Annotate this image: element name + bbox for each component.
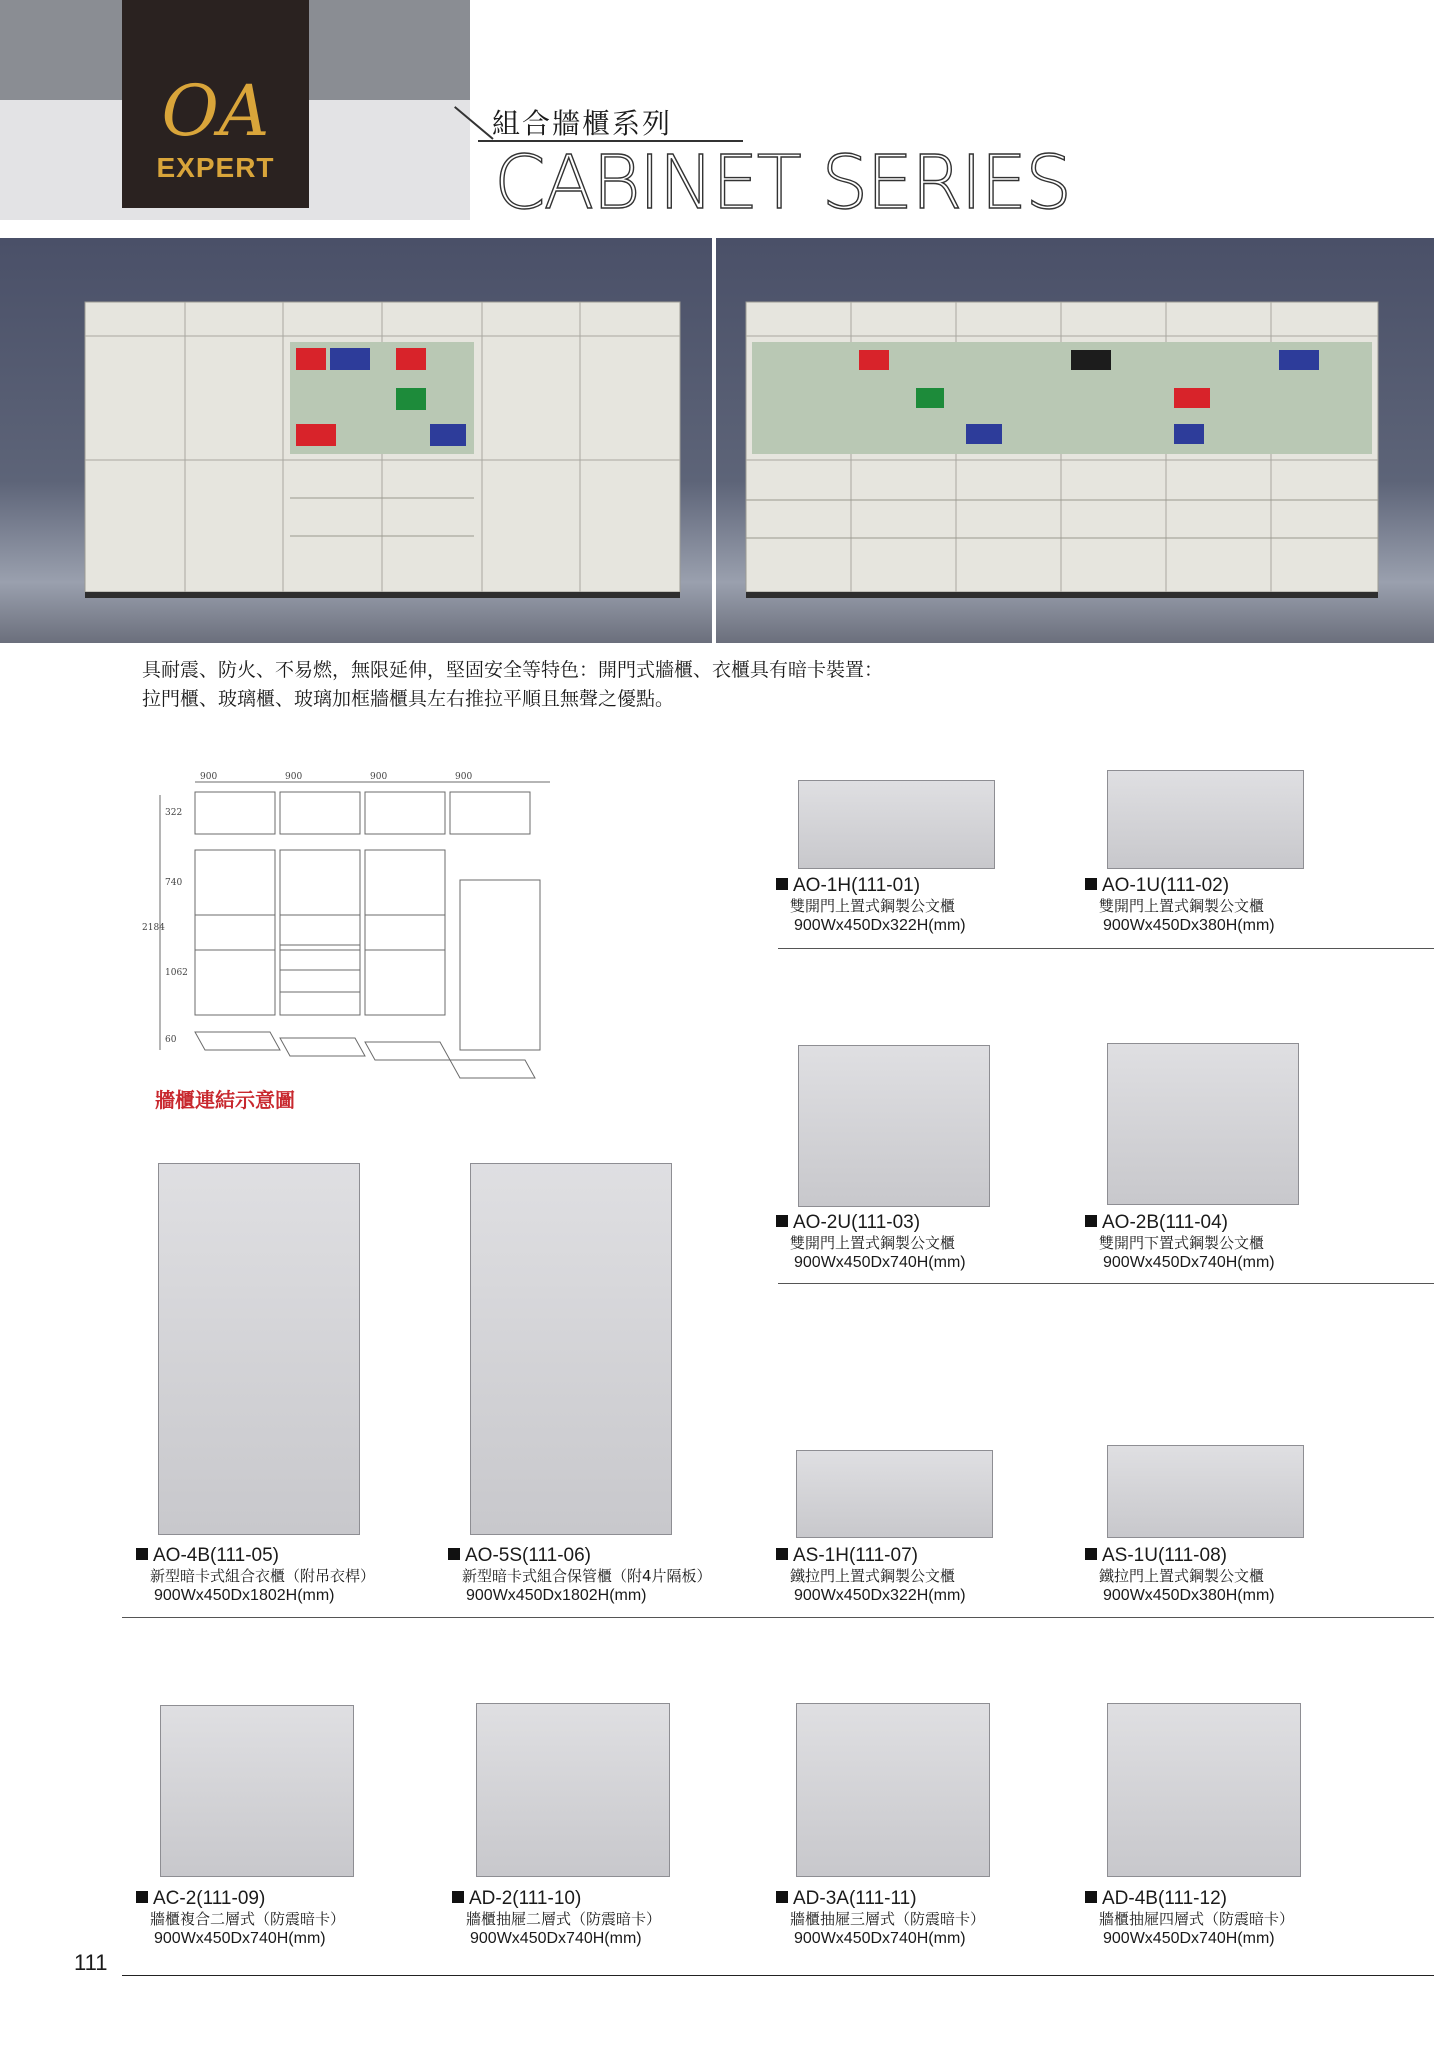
product-image <box>798 1045 990 1207</box>
product-code: AO-2B(111-04) <box>1102 1212 1229 1233</box>
product-dimensions: 900Wx450Dx740H(mm) <box>1103 1254 1275 1271</box>
product-name: 雙開門上置式鋼製公文櫃 <box>1099 897 1265 915</box>
dim-width-3: 900 <box>370 772 388 782</box>
product-image <box>160 1705 354 1877</box>
logo-sub: EXPERT <box>156 152 275 183</box>
intro-line-2: 拉門櫃、玻璃櫃、玻璃加框牆櫃具左右推拉平順且無聲之優點。 <box>142 688 675 710</box>
connection-diagram <box>140 770 570 1090</box>
product-code: AD-2(111-10) <box>469 1888 582 1909</box>
product-code: AS-1H(111-07) <box>793 1545 918 1566</box>
product-name: 新型暗卡式組合保管櫃（附4片隔板） <box>462 1567 712 1585</box>
product-image <box>1107 1703 1301 1877</box>
product-dimensions: 900Wx450Dx740H(mm) <box>1103 1930 1275 1947</box>
product-name: 雙開門上置式鋼製公文櫃 <box>790 1234 956 1252</box>
row-divider-3 <box>122 1617 1434 1618</box>
product-image <box>476 1703 670 1877</box>
dim-height-2: 740 <box>165 878 183 888</box>
product-dimensions: 900Wx450Dx740H(mm) <box>794 1930 966 1947</box>
product-image <box>1107 770 1304 869</box>
showroom-photo-left <box>0 238 712 643</box>
product-code: AO-4B(111-05) <box>153 1545 280 1566</box>
product-dimensions: 900Wx450Dx380H(mm) <box>1103 1587 1275 1604</box>
product-code: AD-4B(111-12) <box>1102 1888 1227 1909</box>
dim-height-4: 60 <box>165 1035 177 1045</box>
row-divider-2 <box>778 1283 1434 1284</box>
page-title-en: CABINET SERIES <box>494 140 1071 226</box>
product-dimensions: 900Wx450Dx740H(mm) <box>470 1930 642 1947</box>
brand-logo <box>122 0 309 208</box>
dim-total-height: 2184 <box>142 923 165 933</box>
product-dimensions: 900Wx450Dx322H(mm) <box>794 1587 966 1604</box>
product-dimensions: 900Wx450Dx740H(mm) <box>154 1930 326 1947</box>
product-image <box>796 1703 990 1877</box>
page-title-zh: 組合牆櫃系列 <box>492 107 673 140</box>
product-dimensions: 900Wx450Dx1802H(mm) <box>154 1587 335 1604</box>
product-name: 鐵拉門上置式鋼製公文櫃 <box>790 1567 956 1585</box>
product-image <box>1107 1445 1304 1538</box>
product-name: 牆櫃抽屜四層式（防震暗卡） <box>1099 1910 1295 1928</box>
product-image <box>796 1450 993 1538</box>
product-name: 牆櫃複合二層式（防震暗卡） <box>150 1910 346 1928</box>
showroom-photo-right <box>716 238 1434 643</box>
product-image <box>798 780 995 869</box>
intro-text <box>142 656 883 714</box>
product-image <box>158 1163 360 1535</box>
product-code: AD-3A(111-11) <box>793 1888 917 1909</box>
product-name: 新型暗卡式組合衣櫃（附吊衣桿） <box>150 1567 376 1585</box>
logo-main: OA <box>161 70 270 152</box>
footer-rule <box>122 1975 1434 1976</box>
product-code: AO-1U(111-02) <box>1102 875 1230 896</box>
product-image <box>470 1163 672 1535</box>
product-dimensions: 900Wx450Dx322H(mm) <box>794 917 966 934</box>
product-dimensions: 900Wx450Dx740H(mm) <box>794 1254 966 1271</box>
product-code: AS-1U(111-08) <box>1102 1545 1227 1566</box>
product-code: AO-1H(111-01) <box>793 875 921 896</box>
page-number: 111 <box>74 1950 108 1975</box>
dim-width-2: 900 <box>285 772 303 782</box>
product-code: AO-2U(111-03) <box>793 1212 921 1233</box>
product-name: 雙開門上置式鋼製公文櫃 <box>790 897 956 915</box>
product-name: 牆櫃抽屜三層式（防震暗卡） <box>790 1910 986 1928</box>
product-dimensions: 900Wx450Dx1802H(mm) <box>466 1587 647 1604</box>
dim-height-3: 1062 <box>165 968 188 978</box>
product-code: AO-5S(111-06) <box>465 1545 592 1566</box>
diagram-caption: 牆櫃連結示意圖 <box>155 1088 295 1112</box>
dim-height-1: 322 <box>165 808 183 818</box>
product-dimensions: 900Wx450Dx380H(mm) <box>1103 917 1275 934</box>
product-name: 雙開門下置式鋼製公文櫃 <box>1099 1234 1265 1252</box>
row-divider-1 <box>778 948 1434 949</box>
dim-width-1: 900 <box>200 772 218 782</box>
product-name: 牆櫃抽屜二層式（防震暗卡） <box>466 1910 662 1928</box>
intro-line-1: 具耐震、防火、不易燃，無限延伸，堅固安全等特色：開門式牆櫃、衣櫃具有暗卡裝置： <box>142 659 884 681</box>
product-name: 鐵拉門上置式鋼製公文櫃 <box>1099 1567 1265 1585</box>
product-image <box>1107 1043 1299 1205</box>
dim-width-4: 900 <box>455 772 473 782</box>
product-code: AC-2(111-09) <box>153 1888 266 1909</box>
